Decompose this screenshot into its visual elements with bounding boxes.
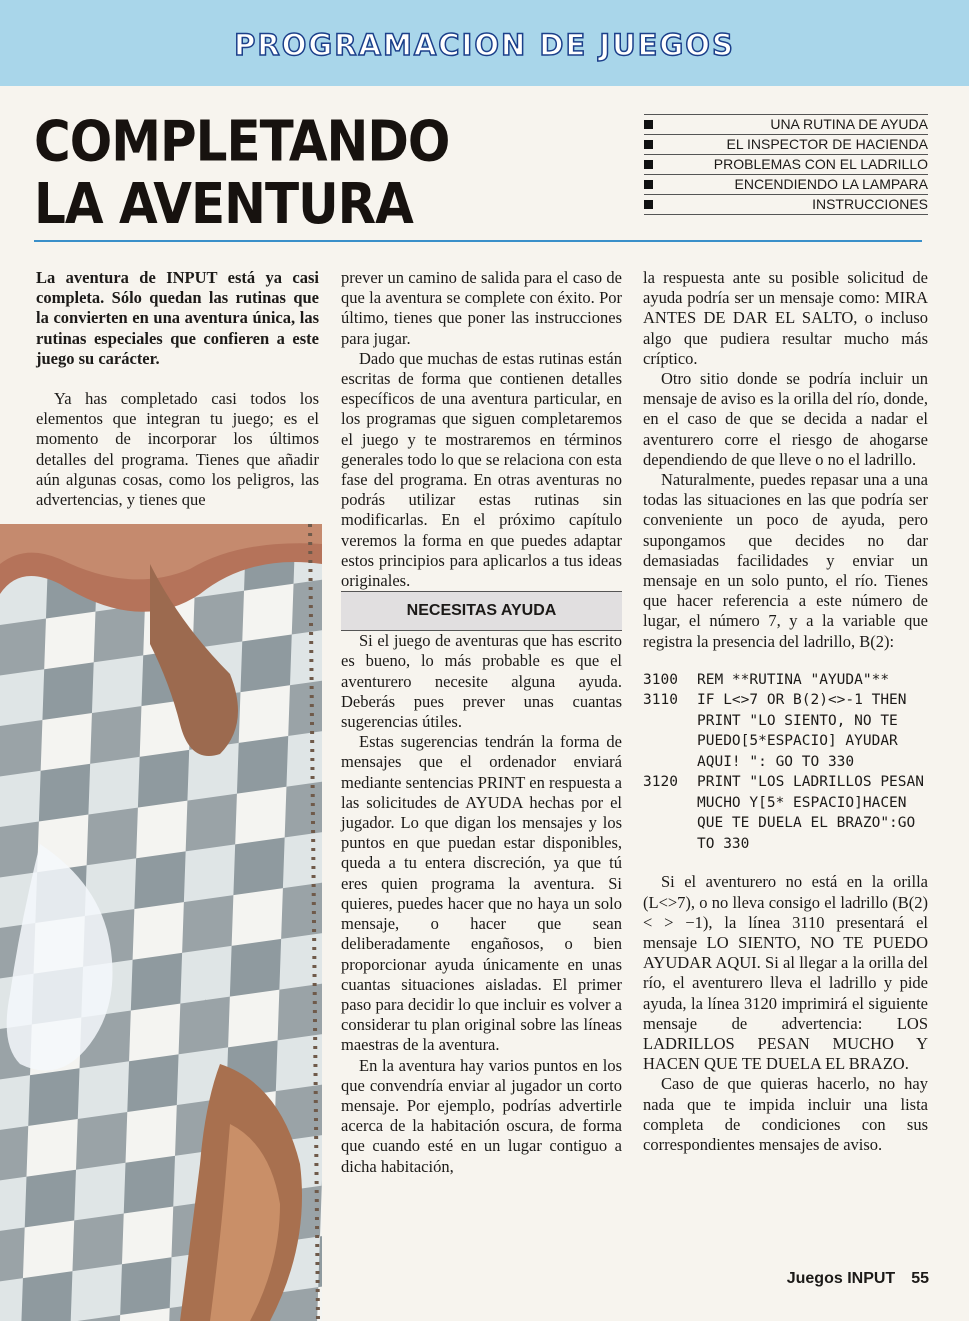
body-paragraph: Estas sugerencias tendrán la forma de mensajes que el ordenador enviará mediante sentencias PRINT en respuesta a las solicitudes de AYUDA hechas por el jugador. Lo que digan los mensajes y los puntos en que puedan estar disponibles, queda a tu entera discreción, ya que tú eres quien programa la aventura. Si quieres, puedes hacer que no haya un solo mensaje, o hacer que sean deliberadamente engañosos, o bien proporcionar ayuda únicamente en unas cuantas situaciones aisladas. El primer paso para decidir lo que incluir es volver a considerar tu plan original sobre las líneas maestras de la aventura. [341,732,622,1055]
column-2 [341,268,622,1177]
code-line [643,690,928,772]
square-bullet-icon [644,140,653,149]
column-1 [36,268,319,510]
contents-item: UNA RUTINA DE AYUDA [644,114,928,134]
page-title [34,110,449,235]
body-paragraph: Dado que muchas de estas rutinas están escritas de forma que contienen detalles específicos de una aventura particular, en los programas que siguen completaremos el juego y te mostraremos en términos generales todo lo que se relaciona con esta fase del programa. En otras aventuras no podrás utilizar estas rutinas sin modificarlas. En el próximo capítulo veremos la forma en que puedes adaptar estos principios para aplicarlos a tus ideas originales. [341,348,622,591]
lead-paragraph: La aventura de INPUT está ya casi completa. Sólo quedan las rutinas que la convierten en una aventura única, las rutinas especiales que confieren a este juego su carácter. [36,268,319,368]
line-number: 3110 [643,692,678,709]
column-3 [643,268,933,1155]
body-paragraph: Si el juego de aventuras que has escrito es bueno, lo más probable es que el aventurero necesite alguna ayuda. Deberás pues prever unas cuantas sugerencias útiles. [341,631,622,732]
page-number: 55 [911,1270,929,1287]
section-box-title: NECESITAS AYUDA [341,591,622,631]
square-bullet-icon [644,120,653,129]
code-text: PRINT "LOS LADRILLOS PESAN MUCHO Y[5* ESPACIO]HACEN QUE TE DUELA EL BRAZO":GO TO 330 [697,774,933,852]
square-bullet-icon [644,180,653,189]
contents-item: ENCENDIENDO LA LAMPARA [644,174,928,194]
code-text: REM **RUTINA "AYUDA"** [697,671,890,688]
code-line [643,772,933,854]
body-paragraph: Otro sitio donde se podría incluir un mensaje de aviso es la orilla del río, donde, en el caso de que se decida a nadar el aventurero corre el riesgo de ahogarse dependiendo de que lleve o no el ladrillo. [643,369,928,469]
checkered-floor-illustration [0,524,322,1321]
body-paragraph: Si el aventurero no está en la orilla (L<>7), o no lleva consigo el ladrillo (B(2)< > −1), la línea 3110 presentará el mensaje LO SIENTO, NO TE PUEDO AYUDAR AQUI. Si al llegar a la orilla del río, el aventurero lleva el ladrillo y pide ayuda, la línea 3120 imprimirá el siguiente mensaje de advertencia: LOS LADRILLOS PESAN MUCHO Y HACEN QUE TE DUELA EL BRAZO. [643,872,928,1074]
contents-item: PROBLEMAS CON EL LADRILLO [644,154,928,174]
code-listing [643,670,933,855]
square-bullet-icon [644,160,653,169]
title-line-2: LA AVENTURA [34,171,413,237]
body-paragraph: Naturalmente, puedes repasar una a una todas las situaciones en las que podría ser conveniente un poco de ayuda, pero supongamos que decides no dar demasiadas facilidades y enviar un mensaje en un solo punto, el río. Tienes que hacer referencia a este número de lugar, el número 7, y a la variable que registra la presencia del ladrillo, B(2): [643,470,928,651]
header-divider [34,240,922,242]
contents-item: INSTRUCCIONES [644,194,928,215]
body-paragraph: En la aventura hay varios puntos en los que convendría enviar al jugador un corto mensaje. Por ejemplo, podrías advertirle acerca de la habitación oscura, de forma que cuando esté en un lugar contiguo a dicha habitación, [341,1055,622,1176]
contents-list [644,114,928,215]
body-paragraph: prever un camino de salida para el caso de que la aventura se complete con éxito. Por último, tienes que poner las instrucciones para jugar. [341,268,622,348]
illustration [0,524,322,1321]
header-band [0,0,969,86]
body-paragraph: la respuesta ante su posible solicitud de ayuda podría ser un mensaje como: MIRA ANTES DE DAR EL SALTO, o incluso algo que pudiera resultar mucho más críptico. [643,268,928,368]
line-number: 3100 [643,671,678,688]
body-paragraph: Caso de que quieras hacerlo, no hay nada que te impida incluir una lista completa de condiciones con sus correspondientes mensajes de aviso. [643,1074,928,1154]
contents-item: EL INSPECTOR DE HACIENDA [644,134,928,154]
square-bullet-icon [644,200,653,209]
magazine-name: Juegos INPUT [786,1270,896,1287]
line-number: 3120 [643,774,678,791]
code-line [643,670,928,691]
section-title: PROGRAMACION DE JUEGOS [234,28,735,62]
body-paragraph: Ya has completado casi todos los elementos que integran tu juego; es el momento de incorporar los últimos detalles del programa. Tienes que añadir aún algunas cosas, como los peligros, las advertencias, y tienes que [36,389,319,510]
page-footer [787,1270,929,1288]
title-line-1: COMPLETANDO [34,108,450,174]
code-text: IF L<>7 OR B(2)<>-1 THEN PRINT "LO SIENTO, NO TE PUEDO[5*ESPACIO] AYUDAR AQUI! ": GO TO 330 [697,692,916,770]
